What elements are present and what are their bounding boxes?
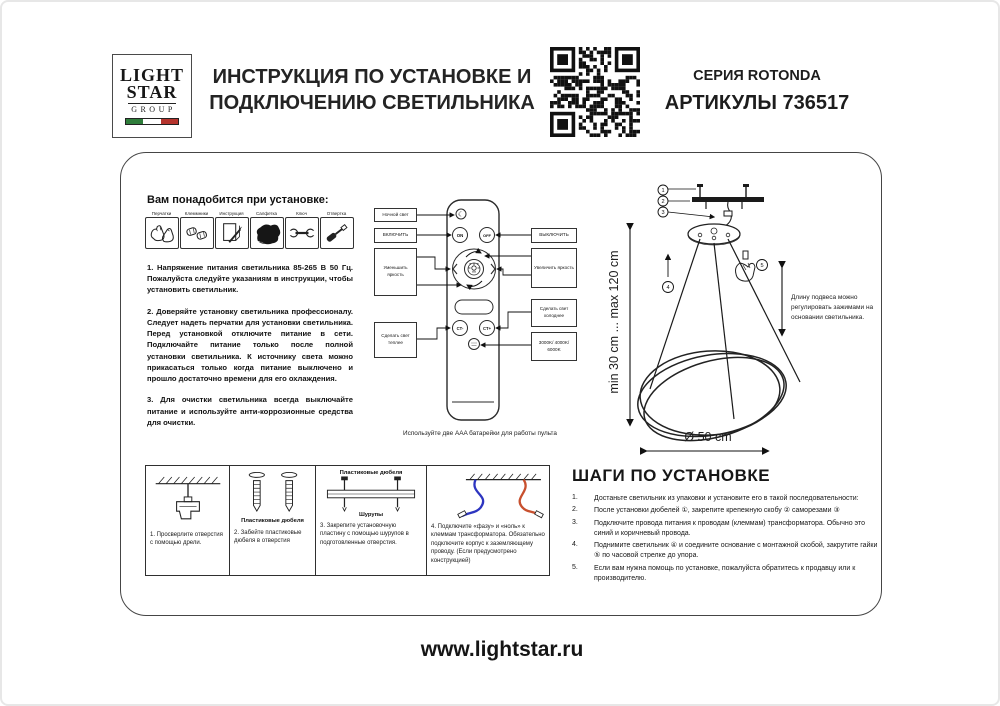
logo-text-star: STAR — [126, 81, 178, 102]
tools-row — [145, 211, 353, 249]
label-warmer-light: Сделать свет теплее — [374, 322, 417, 358]
napkin-icon — [252, 220, 282, 246]
panel-3-label-top: Пластиковые дюбеля — [339, 470, 403, 476]
manual-icon — [217, 220, 247, 246]
screwdriver-icon — [322, 220, 352, 246]
step-number: 1. — [572, 494, 578, 501]
canopy — [688, 224, 740, 245]
step-item-3 — [572, 519, 880, 539]
adjustment-note: Длину подвеса можно регулировать зажимами на основании светильника. — [791, 294, 874, 322]
panel-2-label: Пластиковые дюбеля — [241, 518, 304, 524]
tool-manual — [215, 211, 248, 249]
label-night-light: Ночной свет — [374, 208, 417, 222]
panel-plate — [316, 466, 427, 575]
panel-dowels — [230, 466, 316, 575]
ct-minus-label: CT- — [456, 326, 464, 331]
page-title — [198, 64, 546, 116]
callout-2: 2 — [661, 199, 665, 205]
step-number: 5. — [572, 563, 578, 571]
label-turn-off: ВЫКЛЮЧИТЬ — [531, 228, 577, 243]
warning-1: 1. Напряжение питания светильника 85-265 В 50 Гц. Пожалуйста следуйте указаниям в инструкции, чтобы установить светильник. — [147, 263, 353, 295]
label-decrease-brightness: Уменьшить яркость — [374, 248, 417, 296]
label-turn-on: ВКЛЮЧИТЬ — [374, 228, 417, 243]
logo-text-light: LIGHT — [119, 64, 185, 85]
website-url: www.lightstar.ru — [420, 638, 584, 661]
step-item-1 — [572, 494, 880, 504]
on-button-label: ON — [456, 232, 464, 238]
gloves-icon — [147, 220, 177, 246]
step-number: 2. — [572, 506, 578, 514]
callout-3: 3 — [661, 210, 665, 216]
title-line-1: ИНСТРУКЦИЯ ПО УСТАНОВКЕ И — [212, 66, 532, 88]
tool-label-terminals: Клеммники — [184, 211, 209, 216]
tool-gloves — [145, 211, 178, 249]
neutral-wire-blue — [462, 480, 483, 517]
remote-battery-note: Используйте две AAA батарейки для работы пульта — [403, 430, 557, 437]
remote-body — [447, 200, 499, 420]
logo-text-group: GROUP — [128, 103, 176, 114]
tool-screwdriver — [320, 211, 353, 249]
svg-text:5: 5 — [760, 263, 764, 270]
label-increase-brightness: Увеличить яркость — [531, 248, 577, 288]
dowels-icon — [234, 470, 312, 516]
steps-heading: ШАГИ ПО УСТАНОВКЕ — [572, 466, 771, 485]
panel-3-label-bottom: Шурупы — [358, 512, 384, 518]
step-item-4 — [572, 541, 880, 561]
tool-terminals — [180, 211, 213, 249]
step-text: Поднимите светильник ④ и соедините основание с монтажной скобой, закрутите гайки ⑤ по часовой стрелке до упора. — [594, 542, 878, 560]
drill-icon — [150, 470, 226, 522]
wires-icon — [431, 470, 547, 520]
panel-wires — [427, 466, 551, 575]
step-item-2 — [572, 506, 880, 516]
off-button-label: OFF — [483, 232, 491, 238]
suspension-cables — [650, 239, 800, 419]
mounting-plate-icon — [319, 476, 423, 512]
step-number: 3. — [572, 518, 578, 526]
panel-drill — [146, 466, 230, 575]
articles-label: АРТИКУЛЫ 736517 — [664, 92, 850, 114]
tool-label-wrench: Ключ — [296, 211, 307, 216]
step-number: 4. — [572, 541, 578, 549]
wrench-icon — [287, 220, 317, 246]
lightstar-logo — [112, 54, 192, 138]
tool-napkin — [250, 211, 283, 249]
warning-2: 2. Доверяйте установку светильника профессионалу. Следует надеть перчатки для установки светильника. Перед установкой отключите питание в сети. Подключайте питание только после полной установки светильника. К источнику света можно прикасаться только когда питание выключено и прошло достаточно времени для его охлаждения. — [147, 306, 353, 384]
installation-panels — [145, 465, 550, 576]
panel-2-caption: 2. Забейте пластиковые дюбеля в отверстия — [234, 530, 302, 545]
tool-label-napkin: Салфетка — [255, 211, 278, 216]
label-cooler-light: Сделать свет холоднее — [531, 299, 577, 327]
series-label: СЕРИЯ ROTONDA — [693, 68, 821, 84]
title-line-2: ПОДКЛЮЧЕНИЮ СВЕТИЛЬНИКА — [209, 92, 535, 114]
tool-label-screwdriver: Отвертка — [326, 211, 347, 216]
italian-flag-stripe — [125, 118, 179, 125]
moon-icon: ☾ — [457, 211, 465, 219]
step-text: Достаньте светильник из упаковки и установите его в такой последовательности: — [594, 495, 859, 502]
step-text: После установки дюбелей ①, закрепите крепежную скобу ② саморезами ③ — [594, 507, 840, 515]
step-text: Подключите провода питания к проводам (клеммам) трансформатора. Обычно это синий и коричневый провода. — [594, 519, 865, 537]
panel-1-caption: 1. Просверлите отверстия с помощью дрели. — [150, 532, 223, 547]
diameter-dimension-label: Ø 50 cm — [684, 430, 732, 444]
tool-label-gloves: Перчатки — [151, 211, 172, 216]
callout-1: 1 — [661, 188, 665, 194]
panel-4-caption: 4. Подключите «фазу» и «ноль» к клеммам трансформатора. Обязательно подключите корпус к заземляющему проводу. (Если предусмотрено конструкцией) — [431, 524, 545, 564]
tool-wrench — [285, 211, 318, 249]
terminals-icon — [182, 220, 212, 246]
step-text: Если вам нужна помощь по установке, пожалуйста обратитесь к продавцу или к производителю. — [594, 564, 856, 582]
height-dimension-label: min 30 cm ... max 120 cm — [607, 250, 621, 394]
svg-text:4: 4 — [666, 285, 670, 292]
tool-label-manual: Инструкция — [219, 211, 244, 216]
qr-code — [550, 47, 640, 137]
step-item-5 — [572, 564, 880, 584]
safety-warnings — [147, 262, 353, 438]
warning-3: 3. Для очистки светильника всегда выключайте питание и используйте анти-коррозионные средства для очистки. — [147, 395, 353, 427]
callout-4 — [663, 255, 674, 293]
ct-plus-label: CT+ — [482, 326, 492, 331]
panel-3-caption: 3. Закрепите установочную пластину с помощью шурупов в подготовленные отверстия. — [320, 523, 409, 546]
tools-heading: Вам понадобится при установке: — [147, 194, 329, 206]
steps-list — [572, 494, 880, 586]
mounting-bracket — [692, 184, 764, 229]
label-color-temperatures: 3000K/ 4000K/ 6000K — [531, 332, 577, 361]
callout-5 — [736, 251, 768, 281]
